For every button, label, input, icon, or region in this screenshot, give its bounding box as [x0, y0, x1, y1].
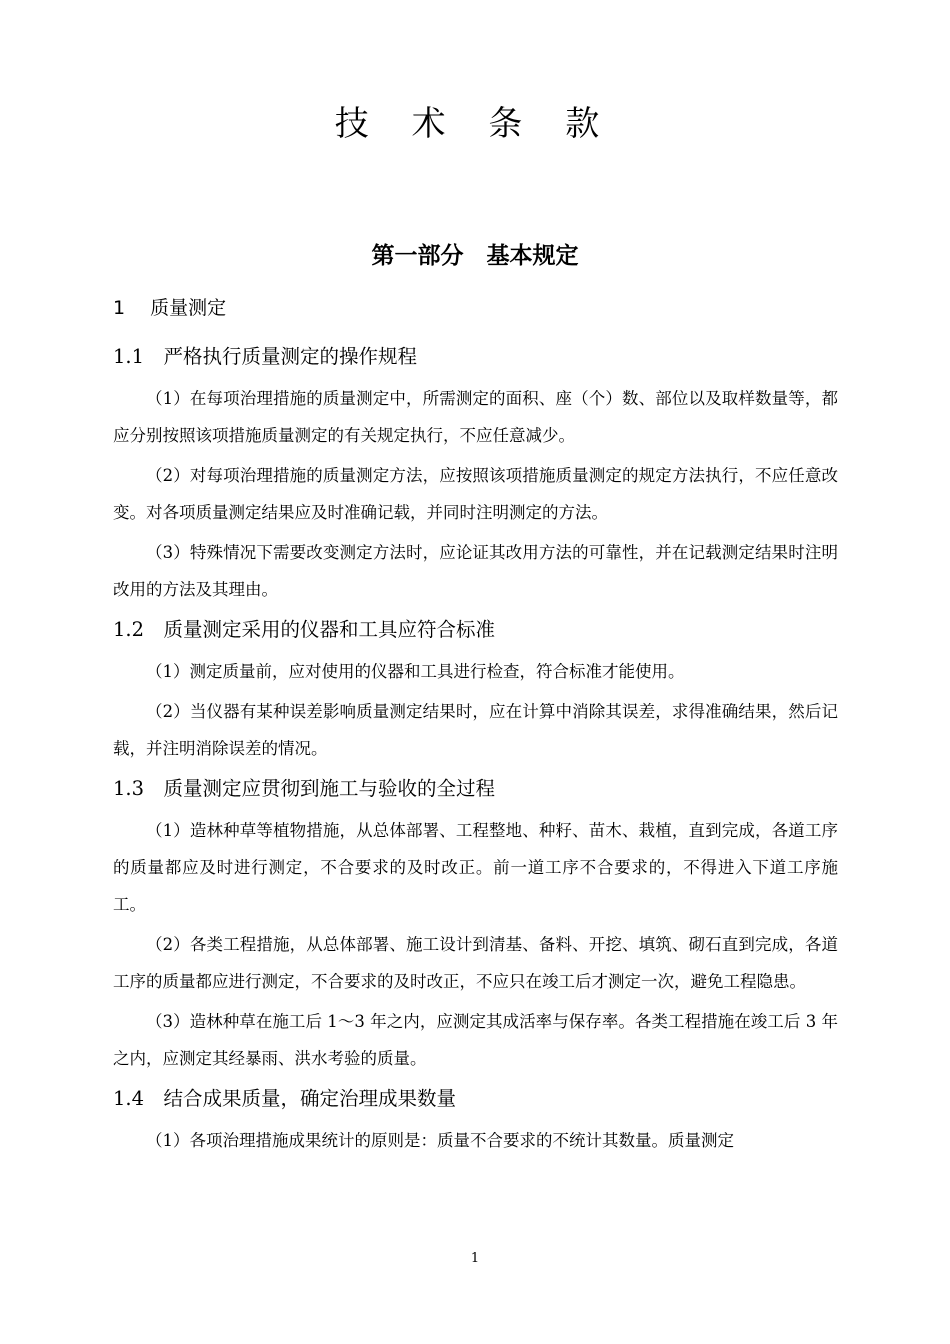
paragraph: （2）当仪器有某种误差影响质量测定结果时，应在计算中消除其误差，求得准确结果，然后记载，并注明消除误差的情况。 [113, 702, 838, 758]
subsection-heading-1-1: 1.1 严格执行质量测定的操作规程 [113, 345, 418, 368]
paragraph: （1）测定质量前，应对使用的仪器和工具进行检查，符合标准才能使用。 [146, 662, 685, 681]
page-number: 1 [470, 1251, 480, 1266]
paragraph: （3）造林种草在施工后 1～3 年之内，应测定其成活率与保存率。各类工程措施在竣工后 3 年之内，应测定其经暴雨、洪水考验的质量。 [113, 1012, 838, 1068]
paragraph: （1）造林种草等植物措施，从总体部署、工程整地、种籽、苗木、栽植，直到完成，各道工序的质量都应及时进行测定，不合要求的及时改正。前一道工序不合要求的，不得进入下道工序施工。 [113, 821, 838, 914]
paragraph: （1）在每项治理措施的质量测定中，所需测定的面积、座（个）数、部位以及取样数量等，都应分别按照该项措施质量测定的有关规定执行，不应任意减少。 [113, 389, 838, 445]
subsection-heading-1-4: 1.4 结合成果质量，确定治理成果数量 [113, 1087, 457, 1110]
part-title: 第一部分 基本规定 [371, 243, 579, 269]
document-body [113, 290, 838, 1162]
subsection-heading-1-2: 1.2 质量测定采用的仪器和工具应符合标准 [113, 618, 496, 641]
section-heading-quality-measurement: 1 质量测定 [113, 297, 227, 319]
paragraph: （2）对每项治理措施的质量测定方法，应按照该项措施质量测定的规定方法执行，不应任意改变。对各项质量测定结果应及时准确记载，并同时注明测定的方法。 [113, 466, 838, 522]
paragraph: （1）各项治理措施成果统计的原则是：质量不合要求的不统计其数量。质量测定 [146, 1131, 734, 1150]
paragraph: （2）各类工程措施，从总体部署、施工设计到清基、备料、开挖、填筑、砌石直到完成，各道工序的质量都应进行测定，不合要求的及时改正，不应只在竣工后才测定一次，避免工程隐患。 [113, 935, 838, 991]
subsection-heading-1-3: 1.3 质量测定应贯彻到施工与验收的全过程 [113, 777, 496, 800]
document-title: 技 术 条 款 [334, 104, 616, 144]
paragraph: （3）特殊情况下需要改变测定方法时，应论证其改用方法的可靠性，并在记载测定结果时注明改用的方法及其理由。 [113, 543, 838, 599]
